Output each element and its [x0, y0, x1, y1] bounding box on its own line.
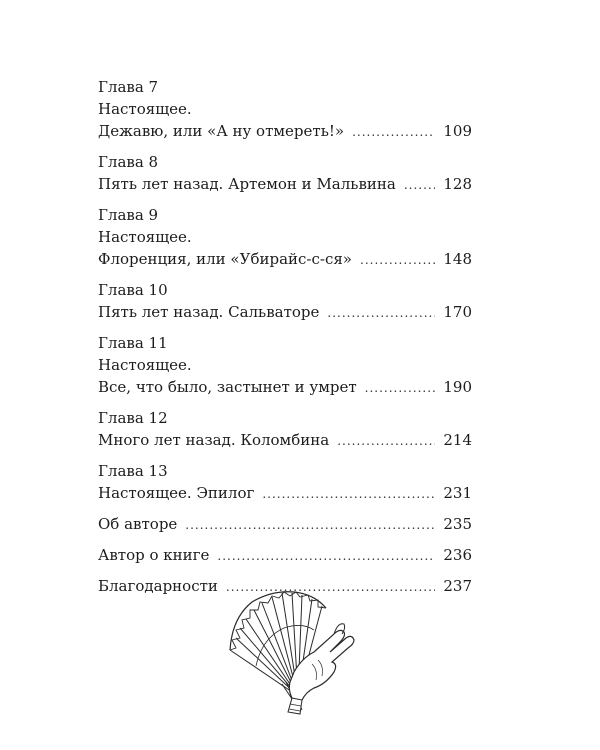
page-number: 236	[443, 546, 472, 564]
entry-title: Все, что было, застынет и умрет	[98, 378, 357, 396]
page-number: 237	[443, 577, 472, 595]
toc-entry[interactable]	[98, 301, 472, 323]
entry-title: Пять лет назад. Сальваторе	[98, 303, 320, 321]
toc-entry[interactable]	[98, 120, 472, 142]
dot-leader	[352, 121, 435, 143]
toc-chapter-9	[98, 204, 472, 270]
entry-title: Благодарности	[98, 577, 218, 595]
dot-leader	[262, 483, 435, 505]
chapter-subtitle: Настоящее.	[98, 356, 192, 374]
page-number: 190	[443, 378, 472, 396]
page-number: 128	[443, 175, 472, 193]
chapter-heading: Глава 9	[98, 206, 159, 224]
dot-leader	[404, 174, 436, 196]
fan-and-glove-illustration	[222, 588, 362, 718]
table-of-contents	[98, 76, 472, 606]
entry-title: Пять лет назад. Артемон и Мальвина	[98, 175, 396, 193]
toc-chapter-10	[98, 279, 472, 323]
entry-title: Об авторе	[98, 515, 178, 533]
entry-title: Настоящее. Эпилог	[98, 484, 255, 502]
toc-entry[interactable]	[98, 173, 472, 195]
entry-title: Дежавю, или «А ну отмереть!»	[98, 122, 345, 140]
chapter-heading: Глава 12	[98, 409, 168, 427]
page-number: 235	[443, 515, 472, 533]
chapter-heading: Глава 7	[98, 78, 159, 96]
page-number: 170	[443, 303, 472, 321]
toc-chapter-11	[98, 332, 472, 398]
toc-entry[interactable]	[98, 429, 472, 451]
fan-and-glove-icon	[222, 588, 362, 718]
entry-title: Флоренция, или «Убирайс-с-ся»	[98, 250, 352, 268]
page-number: 231	[443, 484, 472, 502]
toc-entry[interactable]	[98, 248, 472, 270]
toc-author-about-book	[98, 544, 472, 566]
dot-leader	[360, 249, 435, 271]
toc-chapter-12	[98, 407, 472, 451]
entry-title: Много лет назад. Коломбина	[98, 431, 330, 449]
chapter-heading: Глава 13	[98, 462, 168, 480]
toc-about-author	[98, 513, 472, 535]
toc-entry[interactable]	[98, 513, 472, 535]
toc-entry[interactable]	[98, 376, 472, 398]
toc-entry[interactable]	[98, 544, 472, 566]
dot-leader	[185, 514, 435, 536]
chapter-heading: Глава 11	[98, 334, 168, 352]
toc-entry[interactable]	[98, 482, 472, 504]
entry-title: Автор о книге	[98, 546, 210, 564]
dot-leader	[327, 302, 435, 324]
page-number: 148	[443, 250, 472, 268]
dot-leader	[365, 377, 436, 399]
chapter-subtitle: Настоящее.	[98, 228, 192, 246]
page-number: 214	[443, 431, 472, 449]
page-number: 109	[443, 122, 472, 140]
toc-chapter-7	[98, 76, 472, 142]
dot-leader	[337, 430, 435, 452]
chapter-heading: Глава 8	[98, 153, 159, 171]
chapter-subtitle: Настоящее.	[98, 100, 192, 118]
dot-leader	[217, 545, 435, 567]
toc-chapter-8	[98, 151, 472, 195]
toc-chapter-13	[98, 460, 472, 504]
chapter-heading: Глава 10	[98, 281, 168, 299]
